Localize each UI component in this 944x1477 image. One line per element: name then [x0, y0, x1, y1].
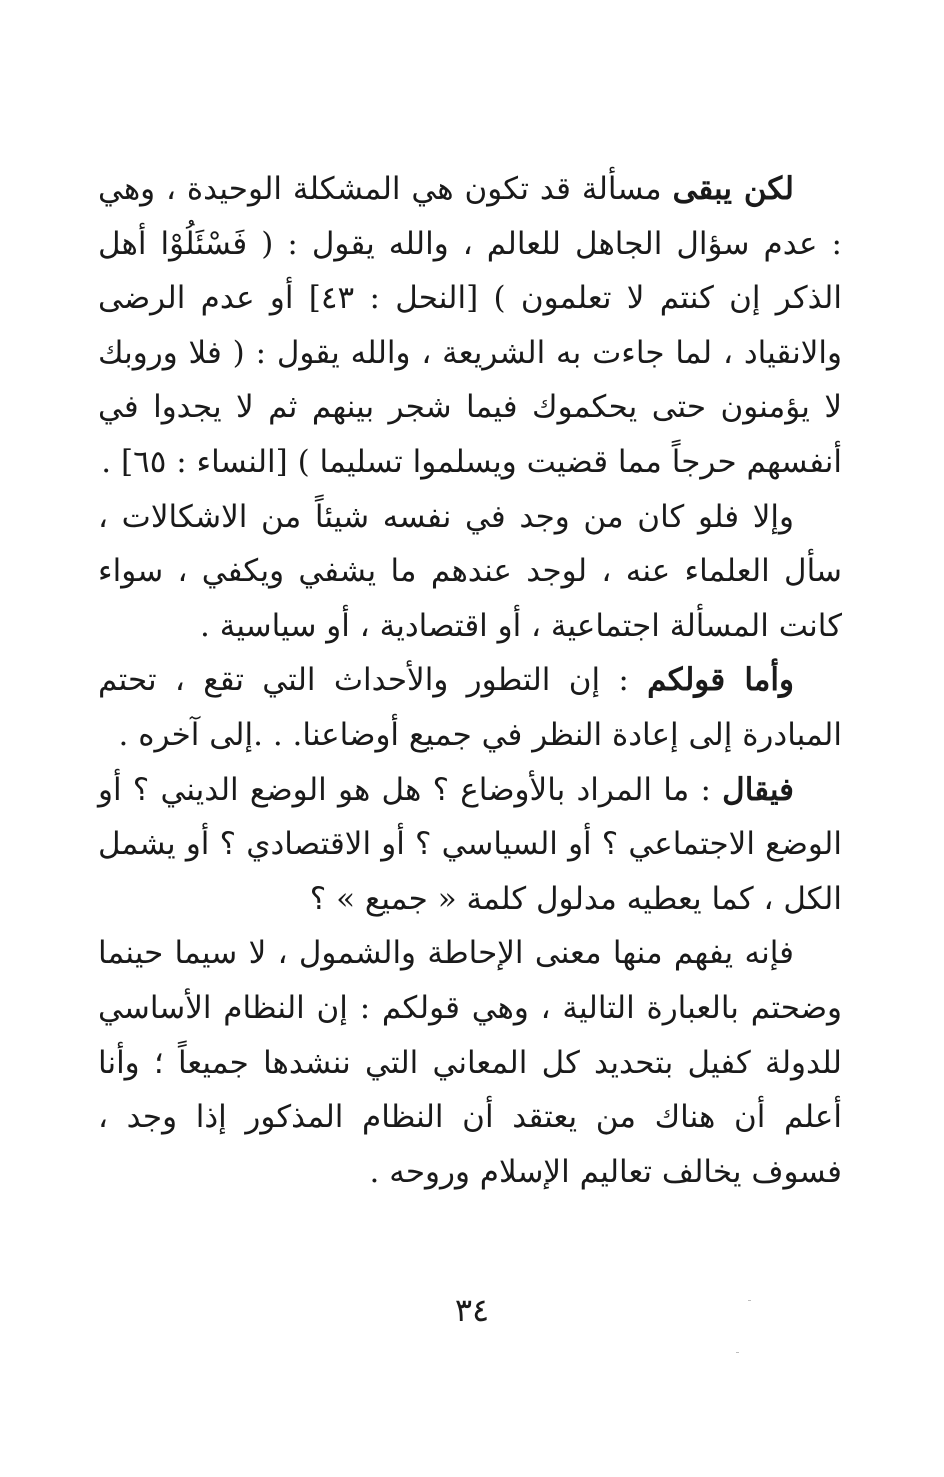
paragraph-1 — [98, 162, 842, 490]
paragraph-5 — [98, 926, 842, 1199]
paragraph-4 — [98, 763, 842, 927]
paragraph-3-text: : إن التطور والأحداث التي تقع ، تحتم المبادرة إلى إعادة النظر في جميع أوضاعنا. . .إلى آخره . — [98, 662, 842, 753]
page-number: ٣٤ — [454, 1291, 490, 1329]
paragraph-3-lead: وأما قولكم — [647, 662, 794, 699]
paragraph-1-text: مسألة قد تكون هي المشكلة الوحيدة ، وهي : عدم سؤال الجاهل للعالم ، والله يقول : ( فَسْئَلُوْا أهل الذكر إن كنتم لا تعلمون ) [النحل : ٤٣] أو عدم الرضى والانقياد ، لما جاءت به الشريعة ، والله يقول : ( فلا وروبك لا يؤمنون حتى يحكموك فيما شجر بينهم ثم لا يجدوا في أنفسهم حرجاً مما قضيت ويسلموا تسليما ) [النساء : ٦٥] . — [98, 171, 842, 480]
scan-speck — [736, 1352, 739, 1353]
paragraph-2 — [98, 490, 842, 654]
body-text — [98, 162, 842, 1199]
paragraph-4-lead: فيقال — [722, 771, 794, 808]
paragraph-1-lead: لكن يبقى — [672, 171, 794, 207]
paragraph-5-text: فإنه يفهم منها معنى الإحاطة والشمول ، لا سيما حينما وضحتم بالعبارة التالية ، وهي قولكم : إن النظام الأساسي للدولة كفيل بتحديد كل المعاني التي ننشدها جميعاً ؛ وأنا أعلم أن هناك من يعتقد أن النظام المذكور إذا وجد ، فسوف يخالف تعاليم الإسلام وروحه . — [98, 935, 842, 1190]
scan-speck — [748, 1300, 751, 1301]
paragraph-4-text: : ما المراد بالأوضاع ؟ هل هو الوضع الديني ؟ أو الوضع الاجتماعي ؟ أو السياسي ؟ أو الاقتصادي ؟ أو يشمل الكل ، كما يعطيه مدلول كلمة « جميع » ؟ — [98, 771, 842, 917]
paragraph-3 — [98, 653, 842, 762]
paragraph-2-text: وإلا فلو كان من وجد في نفسه شيئاً من الاشكالات ، سأل العلماء عنه ، لوجد عندهم ما يشفي ويكفي ، سواء كانت المسألة اجتماعية ، أو اقتصادية ، أو سياسية . — [98, 498, 842, 644]
